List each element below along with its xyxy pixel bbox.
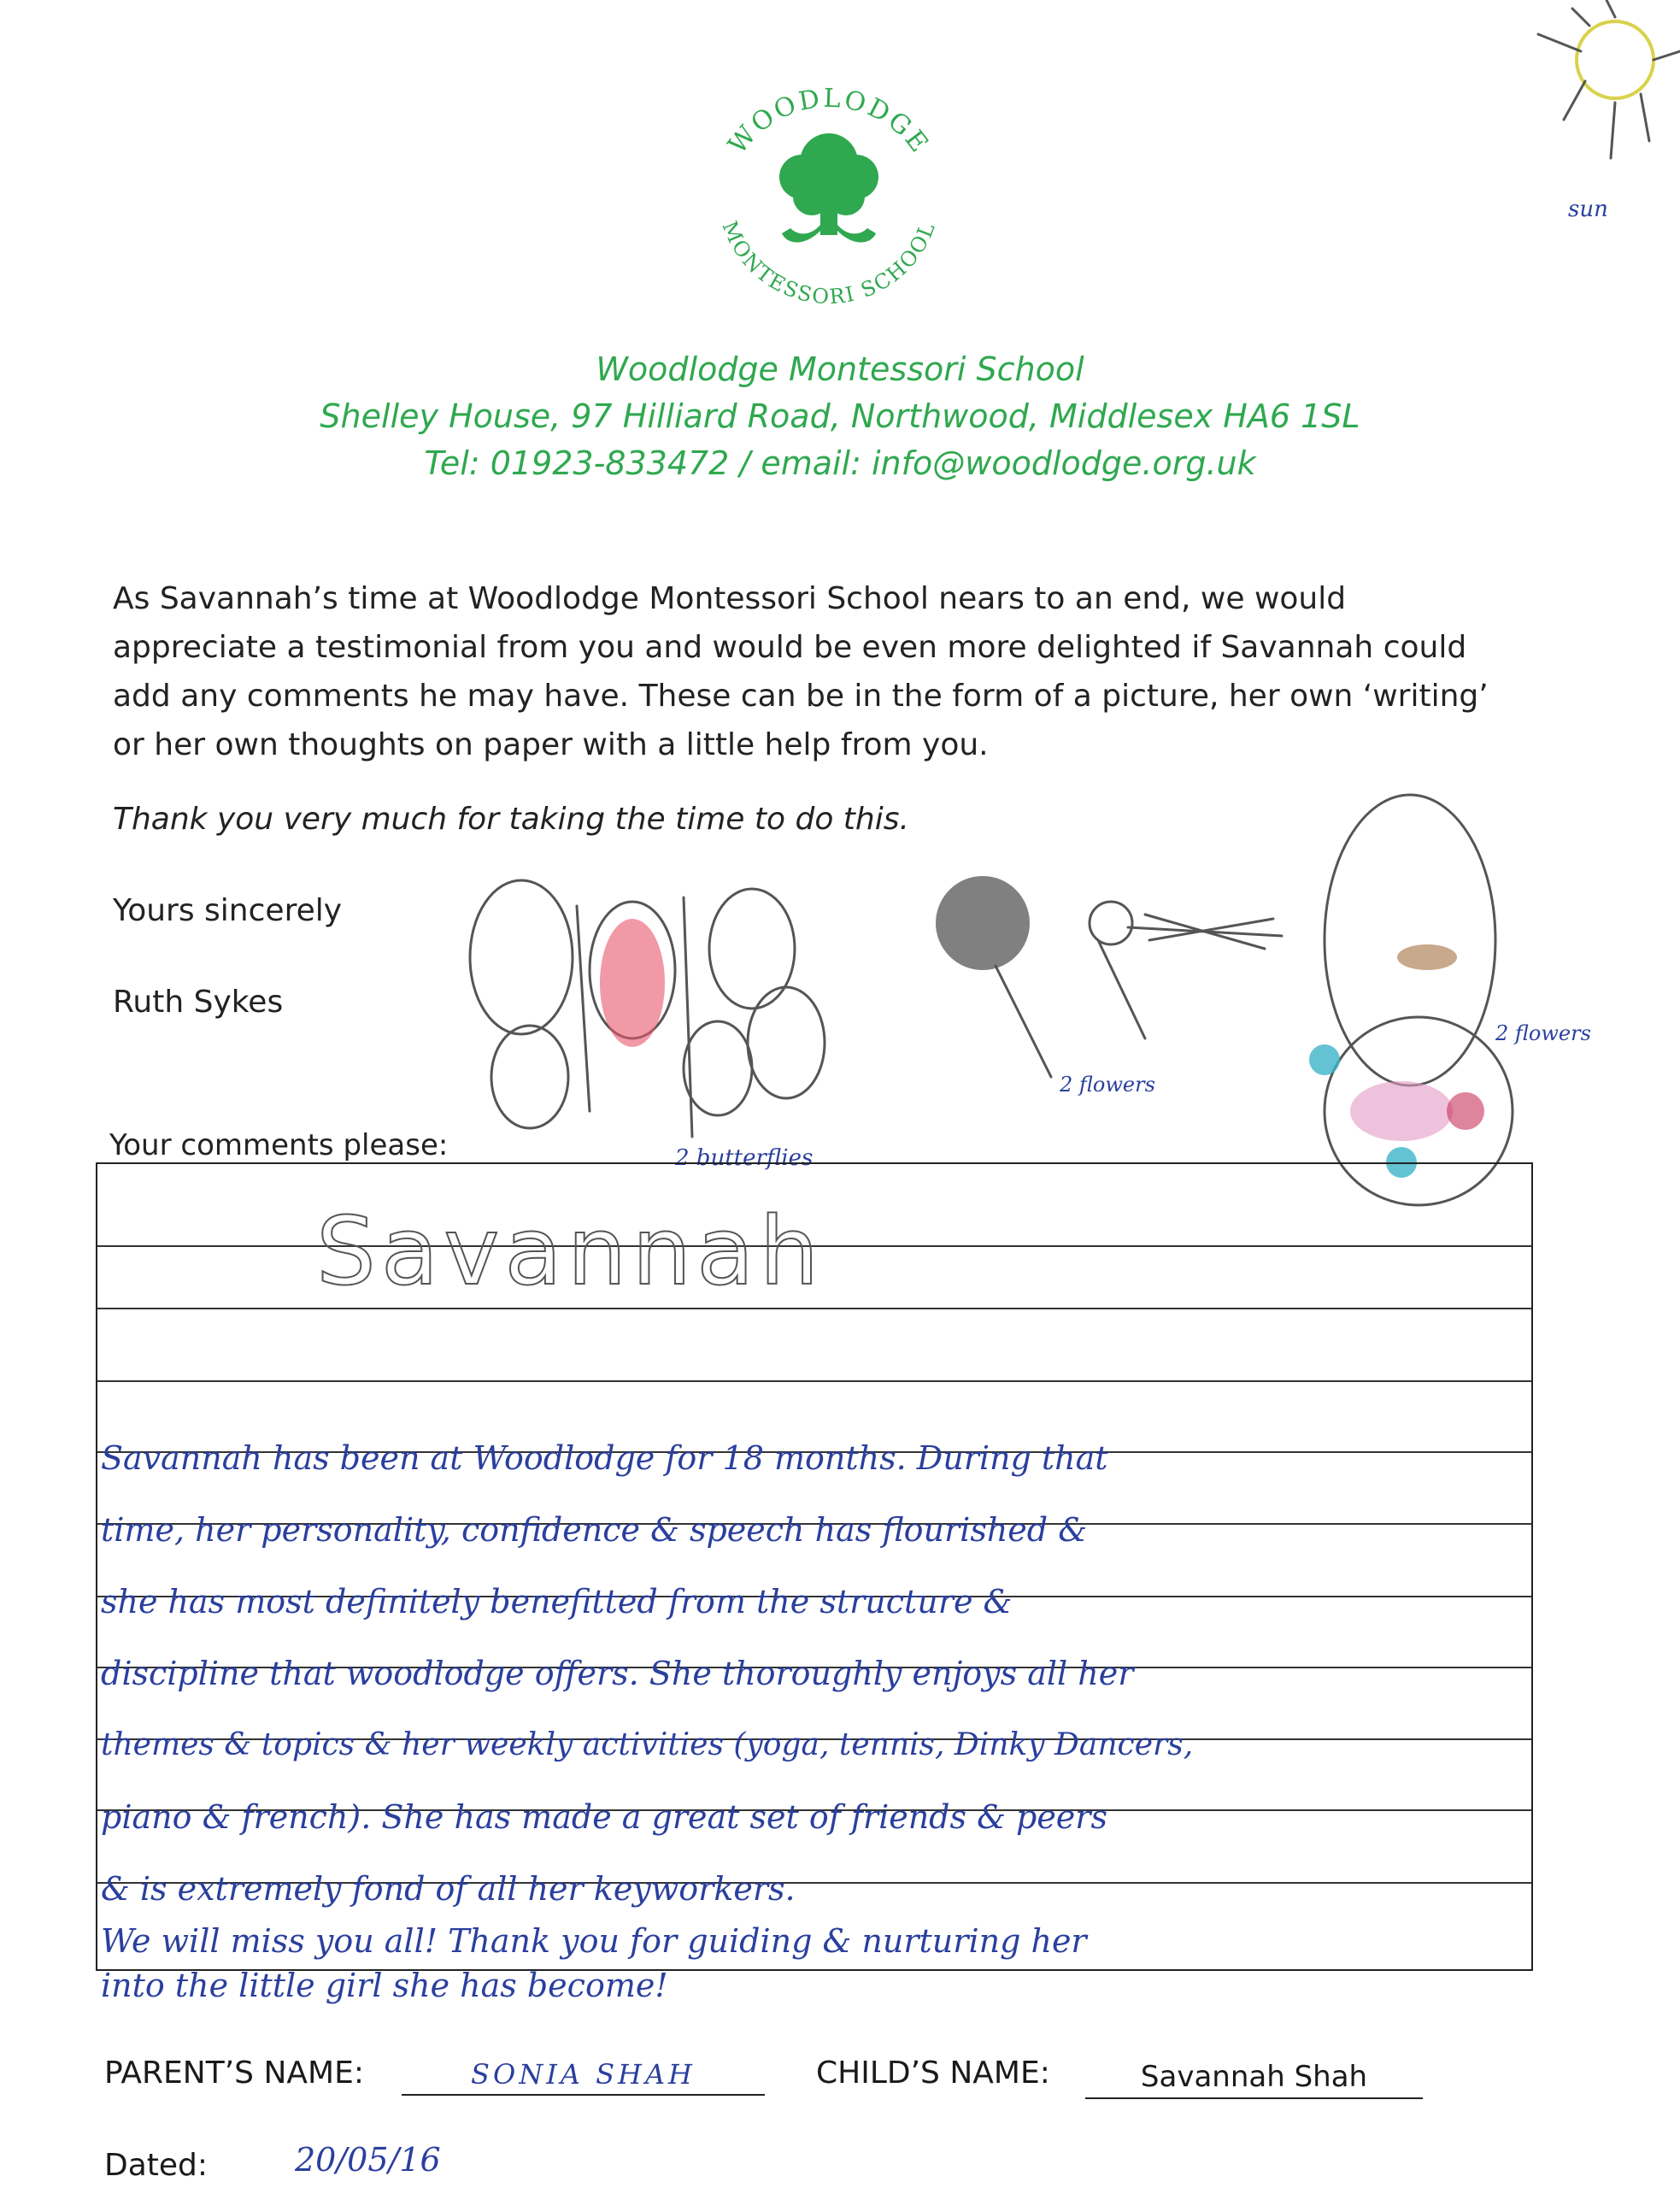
comment-line: discipline that woodlodge offers. She thoroughly enjoys all her	[101, 1655, 1134, 1692]
thanks-line: Thank you very much for taking the time to do this.	[113, 802, 909, 837]
signatory-name: Ruth Sykes	[113, 985, 284, 1020]
dated-label: Dated:	[104, 2148, 209, 2183]
comments-label: Your comments please:	[109, 1128, 449, 1162]
child-name-value: Savannah Shah	[1085, 2060, 1423, 2099]
paragraph-line: As Savannah’s time at Woodlodge Montessori School nears to an end, we would	[113, 581, 1347, 616]
school-contact: Tel: 01923-833472 / email: info@woodlodge.org.uk	[424, 444, 1256, 482]
school-name: Woodlodge Montessori School	[596, 350, 1084, 388]
comment-line: themes & topics & her weekly activities (yoga, tennis, Dinky Dancers,	[101, 1727, 1194, 1762]
dated-value: 20/05/16	[295, 2141, 441, 2179]
comment-line: she has most definitely benefitted from the structure &	[101, 1583, 1013, 1620]
closing-line: Yours sincerely	[113, 893, 343, 928]
sun-drawing	[1538, 0, 1680, 158]
scribble-flowers-drawing	[936, 876, 1282, 1077]
label-flowers-middle: 2 flowers	[1060, 1073, 1155, 1097]
comment-line: into the little girl she has become!	[101, 1967, 668, 2004]
rule-line	[97, 1380, 1531, 1382]
paragraph-line: or her own thoughts on paper with a little help from you.	[113, 727, 989, 762]
comment-line: piano & french). She has made a great set of friends & peers	[101, 1798, 1107, 1836]
rule-line	[97, 1308, 1531, 1309]
comment-line: & is extremely fond of all her keyworkers.	[101, 1870, 796, 1908]
logo-text-bottom: MONTESSORI SCHOOL	[717, 217, 941, 309]
comment-line: time, her personality, confidence & speech has flourished &	[101, 1511, 1088, 1549]
child-name-label: CHILD’S NAME:	[816, 2056, 1050, 2091]
parent-closing-comments	[101, 1919, 1571, 2008]
butterflies-drawing	[470, 880, 825, 1137]
parent-name-label: PARENT’S NAME:	[104, 2056, 364, 2091]
label-butterflies: 2 butterflies	[675, 1145, 814, 1171]
comment-line: Savannah has been at Woodlodge for 18 months. During that	[101, 1439, 1108, 1477]
school-address: Shelley House, 97 Hilliard Road, Northwood, Middlesex HA6 1SL	[320, 397, 1360, 435]
comment-line: We will miss you all! Thank you for guiding & nurturing her	[101, 1922, 1087, 1960]
paragraph-line: add any comments he may have. These can be in the form of a picture, her own ‘writing’	[113, 679, 1489, 714]
parent-comments	[101, 1422, 1536, 1925]
logo-text-top: WOODLODGE	[722, 83, 936, 161]
label-flowers-right: 2 flowers	[1495, 1021, 1591, 1045]
child-name-writing: Savannah	[316, 1197, 825, 1306]
parent-name-value: SONIA SHAH	[402, 2058, 765, 2096]
paragraph-line: appreciate a testimonial from you and would be even more delighted if Savannah could	[113, 630, 1467, 665]
label-sun: sun	[1568, 197, 1608, 222]
colored-flowers-drawing	[1309, 795, 1513, 1205]
